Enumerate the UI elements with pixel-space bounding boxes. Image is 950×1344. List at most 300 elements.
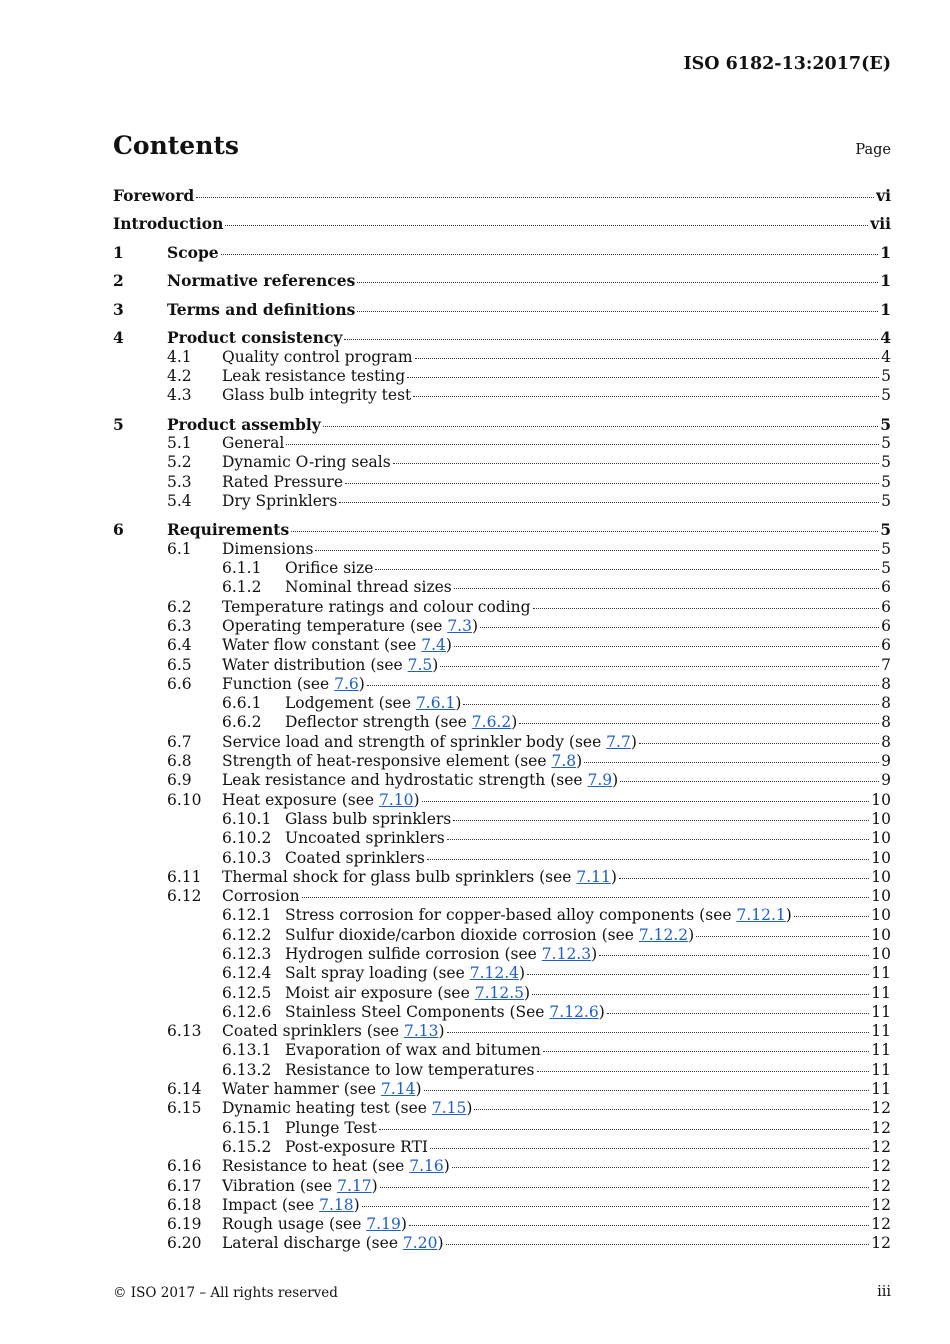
toc-entry: [113, 1061, 891, 1080]
toc-entry-title-suffix: ): [688, 925, 695, 944]
toc-entry-number: 6.7: [167, 732, 192, 751]
toc-entry-title-text: Dry Sprinklers: [222, 491, 338, 510]
dot-leader: [362, 1205, 870, 1207]
toc-entry-title: [167, 243, 219, 262]
toc-entry-title: [222, 598, 531, 617]
toc-cross-reference-link[interactable]: 7.12.4: [469, 964, 520, 983]
toc-cross-reference-link[interactable]: 7.6: [334, 674, 359, 693]
toc-cross-reference-link[interactable]: 7.18: [319, 1195, 354, 1214]
toc-entry-title: [222, 1080, 422, 1099]
toc-entry-title-text: Operating temperature (see: [222, 616, 448, 635]
toc-entry-title: [285, 1003, 605, 1022]
toc-entry-title: [285, 984, 530, 1003]
toc-entry-page: 12: [871, 1176, 891, 1195]
toc-entry-page: 7: [881, 655, 891, 674]
toc-entry-number: 6: [113, 520, 124, 540]
dot-leader: [427, 858, 869, 860]
toc-cross-reference-link[interactable]: 7.12.2: [638, 925, 689, 944]
toc-entry-title-text: Normative references: [167, 271, 356, 291]
toc-entry: [113, 214, 891, 233]
toc-entry: [113, 636, 891, 655]
toc-entry-title-text: Product assembly: [167, 414, 321, 434]
dot-leader: [794, 915, 869, 917]
toc-entry: [113, 868, 891, 887]
toc-entry-title-suffix: ): [610, 867, 617, 886]
toc-entry-number: 6.19: [167, 1215, 202, 1234]
toc-entry-title: [222, 1234, 444, 1253]
dot-leader: [357, 281, 878, 283]
toc-entry-title: [222, 492, 337, 511]
toc-entry-title: [222, 434, 284, 453]
toc-entry-title-text: Water flow constant (see: [222, 636, 422, 655]
toc-entry-title-text: Heat exposure (see: [222, 790, 379, 809]
toc-entry-title-text: Glass bulb sprinklers: [285, 809, 452, 828]
toc-entry-page: 11: [871, 1060, 891, 1079]
toc-entry-number: 4.2: [167, 367, 192, 386]
dot-leader: [454, 587, 879, 589]
toc-entry-title-suffix: ): [524, 983, 531, 1002]
toc-entry-title-suffix: ): [466, 1099, 473, 1118]
dot-leader: [453, 819, 869, 821]
dot-leader: [379, 1128, 869, 1130]
toc-cross-reference-link[interactable]: 7.16: [409, 1157, 444, 1176]
dot-leader: [393, 462, 879, 464]
copyright-notice: © ISO 2017 – All rights reserved: [113, 1285, 338, 1301]
toc-entry-page: 11: [871, 1002, 891, 1021]
toc-cross-reference-link[interactable]: 7.5: [407, 655, 433, 674]
toc-entry: [113, 386, 891, 405]
page-title: Contents: [113, 131, 240, 160]
toc-entry-page: 10: [871, 809, 891, 828]
toc-entry-title: [222, 887, 300, 906]
toc-entry: [113, 733, 891, 752]
dot-leader: [537, 1070, 870, 1072]
toc-entry-page: 10: [871, 790, 891, 809]
toc-entry-number: 6.1.2: [222, 578, 262, 597]
dot-leader: [527, 973, 869, 975]
toc-entry: [113, 1234, 891, 1253]
toc-entry: [113, 578, 891, 597]
toc-entry: [113, 540, 891, 559]
toc-entry-title-suffix: ): [432, 655, 439, 674]
toc-entry: [113, 1138, 891, 1157]
dot-leader: [315, 549, 879, 551]
toc-entry-title-text: Evaporation of wax and bitumen: [285, 1041, 541, 1060]
toc-entry-title-suffix: ): [630, 732, 637, 751]
toc-entry-title-text: Impact (see: [222, 1195, 320, 1214]
toc-entry-page: 4: [881, 347, 891, 366]
toc-entry-number: 6.10.2: [222, 829, 272, 848]
toc-entry-number: 6.12.1: [222, 906, 272, 925]
toc-cross-reference-link[interactable]: 7.20: [402, 1234, 438, 1253]
dot-leader: [639, 742, 879, 744]
toc-entry-title-text: Stress corrosion for copper-based alloy components (see: [285, 906, 737, 925]
toc-entry-title-text: Temperature ratings and colour coding: [222, 597, 531, 616]
toc-entry-title-text: Foreword: [113, 186, 195, 205]
dot-leader: [519, 722, 879, 724]
toc-entry: [113, 887, 891, 906]
toc-entry-title-text: Deflector strength (see: [285, 713, 472, 732]
toc-entry-title-text: Requirements: [167, 520, 290, 540]
document-standard-id: ISO 6182-13:2017(E): [683, 54, 891, 74]
toc-entry-page: 9: [881, 752, 891, 771]
toc-entry-page: 1: [880, 271, 891, 291]
dot-leader: [532, 993, 869, 995]
toc-entry-number: 1: [113, 242, 124, 262]
toc-entry-page: 11: [871, 964, 891, 983]
toc-entry-number: 6.2: [167, 597, 192, 616]
toc-entry-title: [222, 540, 313, 559]
toc-entry-title-text: Product consistency: [167, 328, 343, 348]
toc-entry-number: 6.14: [167, 1080, 202, 1099]
toc-entry: [113, 829, 891, 848]
toc-cross-reference-link[interactable]: 7.12.3: [541, 945, 592, 963]
toc-entry-page: 11: [871, 1041, 891, 1060]
toc-entry-page: 5: [881, 472, 891, 491]
toc-entry-title-text: Uncoated sprinklers: [285, 829, 445, 848]
toc-entry-page: 5: [881, 453, 891, 472]
toc-entry-title-suffix: ): [358, 674, 365, 693]
toc-entry: [113, 617, 891, 636]
dot-leader: [291, 530, 878, 532]
page-column-label: Page: [855, 142, 891, 158]
toc-entry-number: 6.13.1: [222, 1041, 272, 1060]
toc-entry-number: 5.1: [167, 434, 192, 453]
toc-entry-number: 6.15.2: [222, 1137, 272, 1156]
toc-entry-title-text: Resistance to heat (see: [222, 1157, 410, 1176]
toc-entry-title-suffix: ): [612, 771, 619, 790]
dot-leader: [440, 665, 879, 667]
toc-entry: [113, 367, 891, 386]
toc-entry-page: 5: [881, 491, 891, 510]
toc-entry-title: [285, 1061, 535, 1080]
toc-entry-page: 11: [871, 1080, 891, 1099]
toc-entry: [113, 1196, 891, 1215]
toc-entry-title-text: Hydrogen sulfide corrosion (see: [285, 945, 542, 963]
toc-entry-number: 5.3: [167, 472, 192, 491]
toc-entry: [113, 1099, 891, 1118]
toc-entry-title: [222, 791, 420, 810]
toc-entry-page: 5: [880, 520, 891, 540]
toc-entry-title: [285, 945, 597, 964]
toc-entry-title-text: Service load and strength of sprinkler body (see: [222, 732, 607, 751]
toc-entry-page: 6: [881, 636, 891, 655]
dot-leader: [422, 800, 870, 802]
toc-entry-title: [222, 675, 365, 694]
toc-entry-page: 9: [881, 771, 891, 790]
toc-entry-number: 6.13.2: [222, 1060, 272, 1079]
toc-entry-title: [285, 964, 525, 983]
toc-entry-title-suffix: ): [591, 945, 598, 963]
toc-cross-reference-link[interactable]: 7.14: [380, 1080, 416, 1099]
toc-entry-page: 8: [881, 674, 891, 693]
toc-entry-number: 4.1: [167, 347, 192, 366]
toc-entry-page: 6: [881, 597, 891, 616]
toc-entry-number: 4.3: [167, 386, 192, 405]
toc-entry: [113, 926, 891, 945]
toc-entry-page: 12: [871, 1215, 891, 1234]
toc-entry: [113, 1041, 891, 1060]
toc-entry-number: 6.6.1: [222, 694, 262, 713]
dot-leader: [339, 501, 879, 503]
dot-leader: [452, 1166, 869, 1168]
dot-leader: [380, 1186, 870, 1188]
toc-entry: [113, 415, 891, 434]
page-number: iii: [877, 1284, 891, 1300]
dot-leader: [357, 310, 878, 312]
toc-entry-number: 6.10.1: [222, 809, 272, 828]
toc-cross-reference-link[interactable]: 7.10: [378, 790, 414, 809]
toc-entry-page: 5: [881, 367, 891, 386]
toc-entry: [113, 1157, 891, 1176]
toc-entry-title-suffix: ): [438, 1022, 445, 1041]
toc-entry-title-text: Coated sprinklers (see: [222, 1022, 404, 1041]
toc-entry-number: 6.20: [167, 1234, 202, 1253]
toc-entry-page: 11: [871, 1022, 891, 1041]
toc-entry-title: [222, 473, 343, 492]
toc-entry: [113, 984, 891, 1003]
toc-entry-number: 6.4: [167, 636, 192, 655]
toc-entry-page: vi: [876, 186, 891, 205]
toc-entry-title-text: Scope: [167, 242, 219, 262]
toc-entry-title-suffix: ): [371, 1176, 378, 1195]
toc-entry-title-suffix: ): [353, 1195, 360, 1214]
toc-entry: [113, 694, 891, 713]
dot-leader: [286, 443, 879, 445]
toc-entry-title-text: Leak resistance testing: [222, 367, 406, 386]
dot-leader: [413, 395, 879, 397]
toc-entry-title-text: Water distribution (see: [222, 655, 408, 674]
toc-entry-title: [222, 733, 637, 752]
toc-entry-title: [222, 1196, 360, 1215]
toc-cross-reference-link[interactable]: 7.15: [431, 1099, 467, 1118]
toc-entry-title: [167, 271, 355, 290]
toc-entry: [113, 1022, 891, 1041]
dot-leader: [345, 482, 879, 484]
toc-entry-title: [222, 636, 452, 655]
toc-entry-title-text: Salt spray loading (see: [285, 964, 470, 983]
toc-entry: [113, 771, 891, 790]
toc-entry-number: 6.10.3: [222, 848, 272, 867]
toc-entry-title-suffix: ): [785, 906, 792, 925]
toc-entry-title-text: Thermal shock for glass bulb sprinklers (see: [222, 867, 577, 886]
toc-entry-title-text: Lateral discharge (see: [222, 1234, 403, 1253]
toc-entry-title-text: Stainless Steel Components (See: [285, 1002, 550, 1021]
dot-leader: [584, 761, 879, 763]
toc-cross-reference-link[interactable]: 7.3: [447, 616, 472, 635]
dot-leader: [424, 1089, 870, 1091]
toc-entry-page: 12: [871, 1118, 891, 1137]
toc-entry-number: 6.3: [167, 616, 192, 635]
toc-entry-title: [113, 214, 223, 233]
toc-entry-title: [222, 348, 413, 367]
toc-entry: [113, 434, 891, 453]
dot-leader: [367, 684, 879, 686]
toc-cross-reference-link[interactable]: 7.7: [606, 732, 631, 751]
toc-entry: [113, 713, 891, 732]
toc-entry-page: 5: [881, 386, 891, 405]
toc-entry-page: 12: [871, 1157, 891, 1176]
toc-entry-title-text: Post-exposure RTI: [285, 1137, 429, 1156]
toc-entry-title-text: Resistance to low temperatures: [285, 1060, 535, 1079]
toc-entry-title-suffix: ): [415, 1080, 422, 1099]
toc-cross-reference-link[interactable]: 7.12.1: [736, 906, 786, 925]
toc-entry-title-text: Glass bulb integrity test: [222, 386, 412, 405]
toc-entry: [113, 520, 891, 539]
toc-entry: [113, 1003, 891, 1022]
toc-entry: [113, 964, 891, 983]
toc-entry-page: 5: [881, 559, 891, 578]
toc-entry-title-suffix: ): [511, 713, 518, 732]
toc-entry-title-suffix: ): [413, 790, 420, 809]
dot-leader: [323, 425, 878, 427]
toc-entry: [113, 945, 891, 964]
toc-entry-page: 10: [871, 848, 891, 867]
toc-entry-title: [222, 367, 405, 386]
toc-cross-reference-link[interactable]: 7.6.2: [471, 713, 512, 732]
toc-entry-page: 10: [871, 829, 891, 848]
toc-entry-page: 8: [881, 694, 891, 713]
toc-entry-number: 6.16: [167, 1157, 202, 1176]
toc-entry-number: 6.1.1: [222, 559, 262, 578]
toc-entry-title: [285, 1041, 541, 1060]
toc-cross-reference-link[interactable]: 7.11: [576, 867, 611, 886]
dot-leader: [619, 877, 869, 879]
toc-entry-title: [167, 300, 355, 319]
toc-entry-number: 5.2: [167, 453, 192, 472]
toc-cross-reference-link[interactable]: 7.12.6: [549, 1002, 599, 1021]
dot-leader: [302, 896, 870, 898]
toc-entry-title: [222, 1099, 472, 1118]
toc-entry-page: 5: [881, 434, 891, 453]
toc-cross-reference-link[interactable]: 7.17: [337, 1176, 372, 1195]
toc-entry: [113, 300, 891, 319]
toc-entry-page: 5: [881, 539, 891, 558]
toc-entry-number: 6.10: [167, 790, 202, 809]
dot-leader: [696, 935, 869, 937]
toc-entry-title: [222, 752, 582, 771]
toc-entry-page: 12: [871, 1195, 891, 1214]
toc-entry-title: [167, 328, 342, 347]
toc-entry-title-suffix: ): [471, 616, 479, 635]
toc-entry: [113, 559, 891, 578]
dot-leader: [447, 1031, 870, 1033]
toc-entry-page: 11: [871, 983, 891, 1002]
dot-leader: [447, 838, 870, 840]
toc-entry-page: 12: [871, 1234, 891, 1253]
toc-entry-number: 6.9: [167, 771, 192, 790]
toc-entry: [113, 348, 891, 367]
toc-entry-title: [113, 186, 194, 205]
toc-entry-number: 4: [113, 328, 124, 348]
toc-cross-reference-link[interactable]: 7.9: [587, 771, 613, 790]
dot-leader: [415, 357, 880, 359]
dot-leader: [225, 224, 868, 226]
dot-leader: [599, 954, 869, 956]
toc-cross-reference-link[interactable]: 7.19: [366, 1215, 401, 1234]
toc-entry-title: [222, 771, 618, 790]
toc-entry: [113, 752, 891, 771]
toc-entry-title-suffix: ): [437, 1234, 444, 1253]
toc-entry-title-text: Sulfur dioxide/carbon dioxide corrosion (see: [285, 925, 639, 944]
toc-entry-title-text: Nominal thread sizes: [285, 578, 452, 597]
toc-entry-title-suffix: ): [445, 636, 452, 655]
toc-entry-title: [285, 1119, 377, 1138]
dot-leader: [446, 1243, 870, 1245]
toc-entry-number: 6.12.2: [222, 925, 272, 944]
toc-entry: [113, 849, 891, 868]
toc-entry-title-text: Corrosion: [222, 887, 300, 906]
dot-leader: [620, 780, 879, 782]
toc-cross-reference-link[interactable]: 7.13: [404, 1022, 439, 1041]
toc-cross-reference-link[interactable]: 7.6.1: [415, 694, 456, 713]
toc-entry: [113, 906, 891, 925]
toc-entry-title: [222, 1215, 407, 1234]
toc-entry-title: [222, 656, 438, 675]
toc-entry-title: [285, 849, 425, 868]
dot-leader: [344, 338, 878, 340]
toc-cross-reference-link[interactable]: 7.12.5: [474, 983, 525, 1002]
toc-entry-title: [285, 578, 452, 597]
toc-entry-title-text: Dimensions: [222, 539, 314, 558]
toc-entry-title-text: Lodgement (see: [285, 694, 416, 713]
toc-entry-title-text: Strength of heat-responsive element (see: [222, 752, 552, 771]
toc-entry-title-suffix: ): [519, 964, 526, 983]
toc-entry-number: 6.12.4: [222, 964, 272, 983]
table-of-contents: [113, 186, 891, 1254]
toc-entry-title: [285, 906, 792, 925]
toc-entry-title-text: Terms and definitions: [167, 299, 356, 319]
toc-entry-number: 6.12.3: [222, 945, 272, 963]
toc-entry-number: 6.17: [167, 1176, 202, 1195]
toc-entry-page: 10: [871, 945, 891, 963]
toc-entry-title-text: General: [222, 434, 285, 453]
toc-entry-title: [222, 386, 411, 405]
toc-entry-number: 6.15.1: [222, 1118, 272, 1137]
toc-entry-title-text: Water hammer (see: [222, 1080, 381, 1099]
toc-entry-page: 1: [880, 299, 891, 319]
toc-entry-title-text: Function (see: [222, 674, 335, 693]
toc-entry-number: 6.12.5: [222, 983, 272, 1002]
toc-entry-number: 6.12: [167, 887, 202, 906]
toc-entry: [113, 675, 891, 694]
toc-entry-title: [222, 1157, 450, 1176]
toc-cross-reference-link[interactable]: 7.8: [551, 752, 577, 771]
toc-entry: [113, 243, 891, 262]
toc-entry-page: 4: [880, 328, 891, 348]
dot-leader: [607, 1012, 869, 1014]
toc-entry-title-text: Plunge Test: [285, 1118, 377, 1137]
toc-entry-title: [285, 810, 451, 829]
toc-entry-title: [222, 1022, 445, 1041]
toc-entry-title-text: Dynamic heating test (see: [222, 1099, 432, 1118]
dot-leader: [533, 607, 880, 609]
toc-entry-page: 6: [881, 616, 891, 635]
toc-entry: [113, 492, 891, 511]
toc-entry: [113, 598, 891, 617]
toc-entry-page: 1: [880, 242, 891, 262]
dot-leader: [463, 703, 879, 705]
toc-entry: [113, 1177, 891, 1196]
dot-leader: [221, 253, 879, 255]
toc-entry-number: 6.6.2: [222, 713, 262, 732]
toc-entry: [113, 186, 891, 205]
toc-entry-title-text: Leak resistance and hydrostatic strength (see: [222, 771, 588, 790]
toc-entry-number: 3: [113, 299, 124, 319]
dot-leader: [375, 568, 879, 570]
dot-leader: [543, 1050, 869, 1052]
toc-cross-reference-link[interactable]: 7.4: [421, 636, 446, 655]
